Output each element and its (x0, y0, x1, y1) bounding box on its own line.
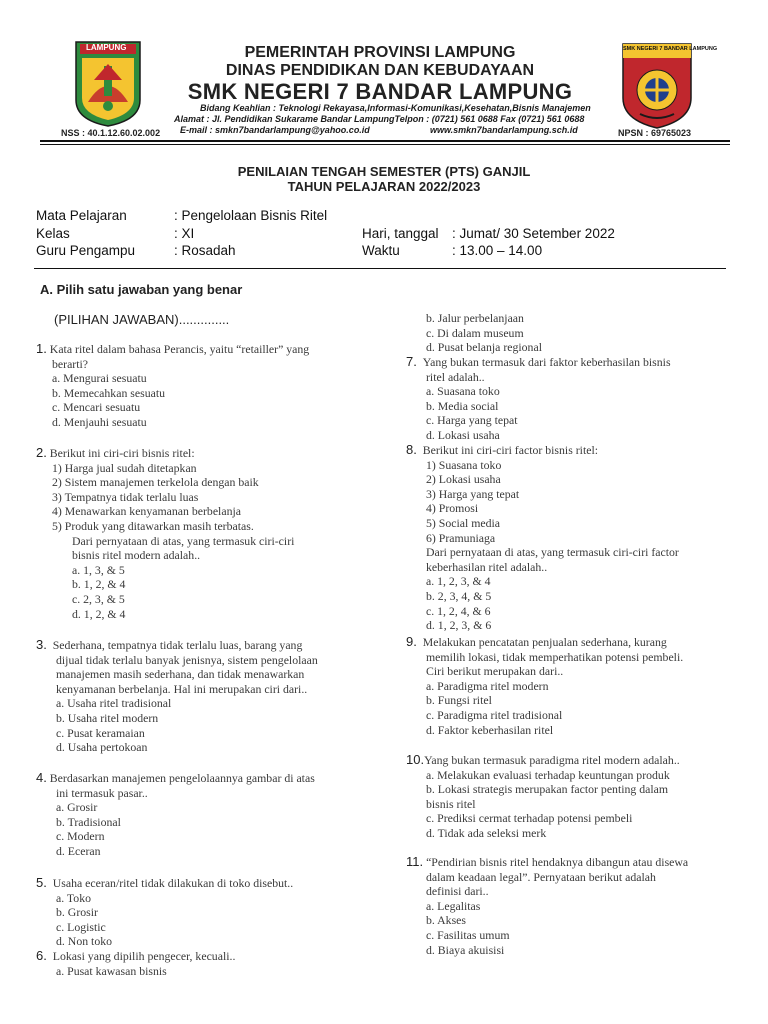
school-crest-icon (620, 42, 694, 130)
q4-text-1: Berdasarkan manajemen pengelolaannya gambar di atas (49, 771, 315, 785)
left-crest-caption: LAMPUNG (86, 43, 127, 52)
q11-text-2: dalam keadaan legal”. Pernyataan berikut adalah (426, 869, 656, 884)
q4-option-c[interactable]: c. Modern (56, 829, 105, 844)
q9-number: 9. (406, 634, 417, 649)
subject-value: : Pengelolaan Bisnis Ritel (174, 208, 328, 223)
day-label: Hari, tanggal (362, 226, 439, 241)
q5-option-a[interactable]: a. Toko (56, 890, 91, 905)
q5-option-c[interactable]: c. Logistic (56, 919, 106, 934)
time-label: Waktu (362, 243, 400, 258)
q10-option-c[interactable]: c. Prediksi cermat terhadap potensi pembeli (426, 811, 633, 826)
question-11 (406, 855, 688, 957)
q4-option-d[interactable]: d. Eceran (56, 843, 101, 858)
q3-option-c[interactable]: c. Pusat keramaian (56, 725, 145, 740)
time-value: : 13.00 – 14.00 (452, 243, 543, 258)
q3-text-4: kenyamanan berbelanja. Hal ini merupakan ciri dari.. (56, 681, 308, 696)
q3-option-a[interactable]: a. Usaha ritel tradisional (56, 696, 172, 711)
q5-option-d[interactable]: d. Non toko (56, 934, 113, 949)
q8-item-2: 2) Lokasi usaha (426, 472, 501, 487)
right-crest-logo (620, 42, 694, 130)
left-crest-logo (74, 40, 142, 128)
section-instruction: (PILIHAN JAWABAN).............. (54, 312, 230, 327)
q10-option-d[interactable]: d. Tidak ada seleksi merk (426, 825, 547, 840)
section-heading: A. Pilih satu jawaban yang benar (40, 282, 243, 297)
right-crest-caption: SMK NEGERI 7 BANDAR LAMPUNG (623, 46, 718, 52)
q10-option-b-cont: bisnis ritel (426, 796, 476, 811)
q9-text-1: Melakukan pencatatan penjualan sederhana, kurang (422, 635, 667, 649)
q2-text-1: Berikut ini ciri-ciri bisnis ritel: (49, 446, 195, 460)
q1-text-2: berarti? (52, 356, 89, 371)
q7-option-d[interactable]: d. Lokasi usaha (426, 427, 500, 442)
q7-option-b[interactable]: b. Media social (426, 398, 499, 413)
q2-item-1: 1) Harga jual sudah ditetapkan (52, 460, 197, 475)
exam-year: TAHUN PELAJARAN 2022/2023 (287, 179, 481, 194)
q2-option-a[interactable]: a. 1, 3, & 5 (72, 562, 125, 577)
q3-text-1: Sederhana, tempatnya tidak terlalu luas, barang yang (52, 638, 303, 652)
q7-number: 7. (406, 354, 417, 369)
q6-option-d[interactable]: d. Pusat belanja regional (426, 340, 542, 355)
letterhead-email: E-mail : smkn7bandarlampung@yahoo.co.id (180, 125, 370, 135)
q2-option-b[interactable]: b. 1, 2, & 4 (72, 577, 126, 592)
letterhead-school-name: SMK NEGERI 7 BANDAR LAMPUNG (187, 79, 573, 104)
q9-text-2: memilih lokasi, tidak memperhatikan potensi pembeli. (426, 649, 684, 664)
q6-option-c[interactable]: c. Di dalam museum (426, 325, 524, 340)
q11-option-b[interactable]: b. Akses (426, 913, 466, 928)
letterhead-address: Alamat : Jl. Pendidikan Sukarame Bandar LampungTelpon : (0721) 561 0688 Fax (0721) 561 0688 (174, 114, 585, 124)
nss-number: NSS : 40.1.12.60.02.002 (61, 128, 161, 138)
q8-item-5: 5) Social media (426, 515, 501, 530)
letterhead-website: www.smkn7bandarlampung.sch.id (430, 125, 578, 135)
q8-option-c[interactable]: c. 1, 2, 4, & 6 (426, 603, 491, 618)
q11-number: 11. (406, 854, 424, 869)
question-6-continued (406, 311, 542, 355)
q1-text-1: Kata ritel dalam bahasa Perancis, yaitu “retailler” yang (49, 342, 310, 356)
q7-option-c[interactable]: c. Harga yang tepat (426, 413, 518, 428)
q7-text-2: ritel adalah.. (426, 369, 485, 384)
day-value: : Jumat/ 30 Setember 2022 (452, 226, 615, 241)
q3-option-b[interactable]: b. Usaha ritel modern (56, 710, 159, 725)
q4-option-b[interactable]: b. Tradisional (56, 814, 121, 829)
q8-number: 8. (406, 442, 417, 457)
exam-title: PENILAIAN TENGAH SEMESTER (PTS) GANJIL (237, 164, 531, 179)
question-10 (406, 753, 680, 841)
q3-number: 3. (36, 637, 47, 652)
q1-option-b[interactable]: b. Memecahkan sesuatu (52, 385, 166, 400)
q4-text-2: ini termasuk pasar.. (56, 785, 148, 800)
question-1 (36, 342, 309, 430)
question-3 (36, 638, 318, 755)
q8-item-4: 4) Promosi (426, 501, 479, 516)
subject-label: Mata Pelajaran (36, 208, 127, 223)
teacher-label: Guru Pengampu (36, 243, 136, 258)
lampung-crest-icon (74, 40, 142, 128)
q6-option-b[interactable]: b. Jalur perbelanjaan (426, 311, 524, 325)
q2-option-c[interactable]: c. 2, 3, & 5 (72, 591, 125, 606)
q11-option-c[interactable]: c. Fasilitas umum (426, 927, 510, 942)
q8-text-1: Berikut ini ciri-ciri factor bisnis ritel: (422, 443, 599, 457)
question-9 (406, 635, 683, 737)
letterhead-rule (40, 140, 730, 142)
q2-sub-2: bisnis ritel modern adalah.. (72, 548, 201, 563)
q7-text-1: Yang bukan termasuk dari faktor keberhasilan bisnis (422, 355, 671, 369)
q9-option-a[interactable]: a. Paradigma ritel modern (426, 678, 549, 693)
q11-text-1: “Pendirian bisnis ritel hendaknya dibangun atau disewa (426, 855, 689, 869)
q4-option-a[interactable]: a. Grosir (56, 800, 98, 815)
q3-text-2: dijual tidak terlalu banyak jenisnya, sistem pengelolaan (56, 652, 318, 667)
q2-item-4: 4) Menawarkan kenyamanan berbelanja (52, 504, 241, 519)
teacher-value: : Rosadah (174, 243, 236, 258)
meta-rule (34, 268, 726, 269)
q2-option-d[interactable]: d. 1, 2, & 4 (72, 606, 126, 621)
q2-sub-1: Dari pernyataan di atas, yang termasuk ciri-ciri (72, 533, 295, 548)
q8-option-a[interactable]: a. 1, 2, 3, & 4 (426, 574, 491, 589)
q8-item-3: 3) Harga yang tepat (426, 486, 520, 501)
q4-number: 4. (36, 770, 47, 785)
q3-text-3: manajemen masih sederhana, dan tidak menawarkan (56, 667, 305, 682)
q6-option-a[interactable]: a. Pusat kawasan bisnis (56, 963, 167, 978)
q8-item-6: 6) Pramuniaga (426, 530, 496, 545)
q9-option-d[interactable]: d. Faktor keberhasilan ritel (426, 722, 554, 737)
q8-sub-1: Dari pernyataan di atas, yang termasuk ciri-ciri factor (426, 545, 679, 560)
q6-number: 6. (36, 947, 47, 963)
question-5 (36, 876, 293, 978)
q3-option-d[interactable]: d. Usaha pertokoan (56, 740, 148, 755)
q2-item-5: 5) Produk yang ditawarkan masih terbatas. (52, 518, 254, 533)
q11-option-d[interactable]: d. Biaya akuisisi (426, 942, 505, 957)
class-value: : XI (174, 226, 195, 241)
q2-item-3: 3) Tempatnya tidak terlalu luas (52, 489, 199, 504)
question-7 (406, 355, 671, 443)
question-2 (36, 446, 294, 621)
q6-text-1: Lokasi yang dipilih pengecer, kecuali.. (52, 948, 236, 963)
letterhead-field: Bidang Keahlian : Teknologi Rekayasa,Informasi-Komunikasi,Kesehatan,Bisnis Manajemen (200, 103, 591, 113)
question-8 (406, 443, 679, 633)
q5-option-b[interactable]: b. Grosir (56, 905, 98, 920)
q8-option-d[interactable]: d. 1, 2, 3, & 6 (426, 618, 492, 633)
q1-option-a[interactable]: a. Mengurai sesuatu (52, 371, 147, 386)
q2-item-2: 2) Sistem manajemen terkelola dengan baik (52, 475, 259, 490)
q7-option-a[interactable]: a. Suasana toko (426, 384, 500, 399)
q10-number: 10. (406, 752, 425, 767)
q1-number: 1. (36, 341, 47, 356)
q10-text-1: Yang bukan termasuk paradigma ritel modern adalah.. (424, 753, 680, 767)
q8-sub-2: keberhasilan ritel adalah.. (426, 559, 548, 574)
q9-text-3: Ciri berikut merupakan dari.. (426, 664, 564, 679)
q1-option-c[interactable]: c. Mencari sesuatu (52, 400, 141, 415)
q9-option-b[interactable]: b. Fungsi ritel (426, 693, 492, 708)
q11-option-a[interactable]: a. Legalitas (426, 898, 481, 913)
npsn-number: NPSN : 69765023 (618, 128, 692, 138)
letterhead-department: DINAS PENDIDIKAN DAN KEBUDAYAAN (225, 62, 535, 79)
q11-text-3: definisi dari.. (426, 884, 489, 899)
class-label: Kelas (36, 226, 70, 241)
q10-option-b[interactable]: b. Lokasi strategis merupakan factor penting dalam (426, 782, 669, 797)
q8-item-1: 1) Suasana toko (426, 457, 502, 472)
q5-text-1: Usaha eceran/ritel tidak dilakukan di toko disebut.. (52, 876, 294, 890)
q1-option-d[interactable]: d. Menjauhi sesuatu (52, 414, 147, 429)
question-4 (36, 771, 315, 859)
letterhead-province: PEMERINTAH PROVINSI LAMPUNG (244, 44, 516, 61)
q9-option-c[interactable]: c. Paradigma ritel tradisional (426, 707, 563, 722)
q5-number: 5. (36, 875, 47, 890)
q8-option-b[interactable]: b. 2, 3, 4, & 5 (426, 588, 492, 603)
q10-option-a[interactable]: a. Melakukan evaluasi terhadap keuntungan produk (426, 767, 670, 782)
q2-number: 2. (36, 445, 47, 460)
letterhead-rule-thin (40, 144, 730, 145)
